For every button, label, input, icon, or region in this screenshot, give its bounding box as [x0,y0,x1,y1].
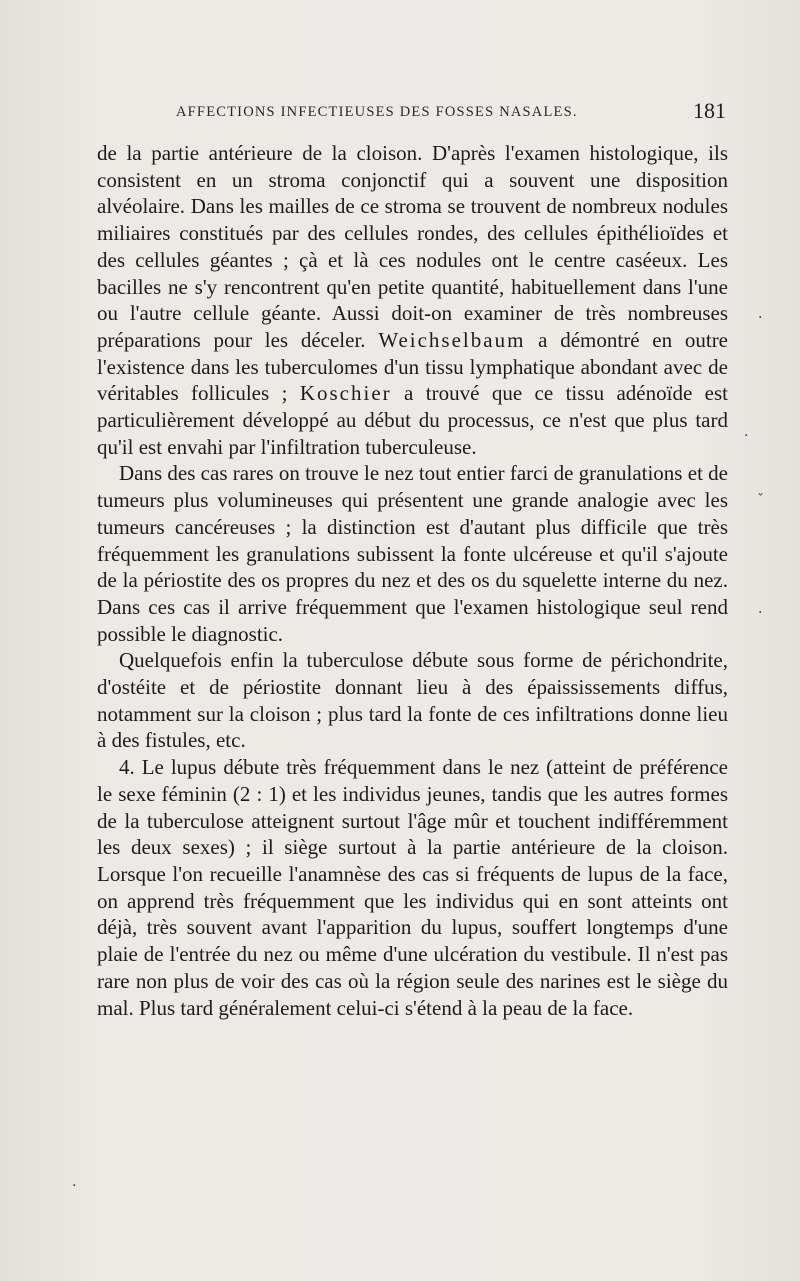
paragraph-2: Dans des cas rares on trouve le nez tout entier farci de granulations et de tumeurs plus volumineuses qui présentent une grande analogie avec les tumeurs cancéreuses ; la distinction est d'autant plus difficile que très fréquemment les granulations subissent la fonte ulcéreuse et qu'il s'ajoute de la périostite des os propres du nez et des os du squelette interne du nez. Dans ces cas il arrive fréquemment que l'examen histologique seul rend possible le diagnostic. [97,461,728,646]
page-header [176,98,726,128]
paragraph-4: 4. Le lupus débute très fréquemment dans le nez (atteint de préférence le sexe féminin (2 : 1) et les individus jeunes, tandis que les autres formes de la tuberculose atteignent surtout l'âge mûr et touchent indifféremment les deux sexes) ; il siège surtout à la partie antérieure de la cloison. Lorsque l'on recueille l'anamnèse des cas si fréquents de lupus de la face, on apprend très fréquemment que les individus qui en sont atteints ont déjà, très souvent avant l'apparition du lupus, souffert longtemps d'une plaie de l'entrée du nez ou même d'une ulcération du vestibule. Il n'est pas rare non plus de voir des cas où la région seule des narines est le siège du mal. Plus tard généralement celui-ci s'étend à la peau de la face. [97,755,728,1020]
margin-speck: · [72,1178,77,1194]
margin-speck: · [744,428,749,444]
margin-speck: ˇ [757,492,764,508]
page-number: 181 [693,98,726,123]
body-text [97,140,728,1021]
paragraph-1-part-3: a trouvé que ce tissu adénoïde est particulièrement développé au début du processus, ce n'est que plus tard qu'il est envahi par l'infiltration tuberculeuse. [97,381,729,459]
running-title: AFFECTIONS INFECTIEUSES DES FOSSES NASALES. [176,104,578,120]
author-name-weichselbaum: Weichselbaum [378,327,526,352]
paragraph-1 [97,140,728,460]
paragraph-1-part-1: de la partie antérieure de la cloison. D'après l'examen histologique, ils consistent en un stroma conjonctif qui a souvent une disposition alvéolaire. Dans les mailles de ce stroma se trouvent de nombreux nodules miliaires constitués par des cellules rondes, des cellules épithélioïdes et des cellules géantes ; çà et là ces nodules ont le centre caséeux. Les bacilles ne s'y rencontrent qu'en petite quantité, habituellement dans l'une ou l'autre cellule géante. Aussi doit-on examiner de très nombreuses préparations pour les déceler. [97,141,728,352]
author-name-koschier: Koschier [299,381,392,406]
paragraph-1-part-2: a démontré en outre l'existence dans les tuberculomes d'un tissu lymphatique abondant avec de véritables follicules ; [97,327,729,406]
margin-speck: · [758,605,763,621]
margin-speck: · [758,310,763,326]
paragraph-3: Quelquefois enfin la tuberculose débute sous forme de périchondrite, d'ostéite et de périostite donnant lieu à des épaississements diffus, notamment sur la cloison ; plus tard la fonte de ces infiltrations donne lieu à des fistules, etc. [97,648,728,753]
